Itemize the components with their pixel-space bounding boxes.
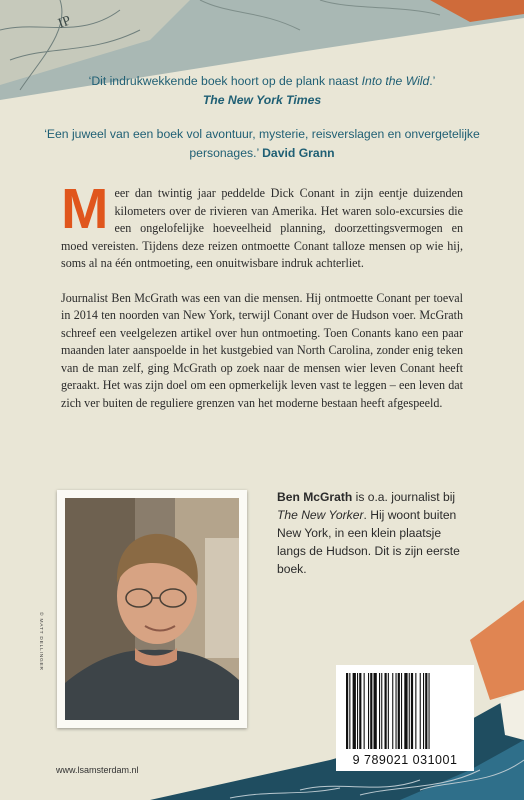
svg-text:IP: IP: [56, 13, 74, 32]
quote-text: ‘Dit indrukwekkende boek hoort op de plank naast: [88, 74, 362, 88]
barcode-bar: [370, 673, 372, 749]
barcode-bar: [374, 673, 377, 749]
blurb-paragraph-2: Journalist Ben McGrath was een van die mensen. Hij ontmoette Conant per toeval in 2014 ten noorden van New York, terwijl Conant over de Hudson voer. McGrath schreef een veelgelezen artikel over hun ontmoeting. Toen Conants kano een paar maanden later aanspoelde in het kustgebied van North Carolina, zonder enig teken van de man zelf, ging McGrath op zoek naar de mensen wier leven Conant heeft geraakt. Het was zijn doel om een opmerkelijk leven vast te leggen – een leven dat zich ver buiten de reguliere grenzen van het moderne bestaan heeft afgespeeld.: [61, 290, 463, 410]
barcode-bar: [357, 673, 358, 749]
drop-cap: M: [61, 177, 109, 241]
publisher-website: www.lsamsterdam.nl: [56, 765, 139, 775]
photo-credit: © MATT DELLINGER: [38, 612, 43, 671]
barcode-bar: [392, 673, 393, 749]
review-quote-grann: [40, 125, 484, 163]
barcode-bar: [415, 673, 416, 749]
review-quotes: [40, 72, 484, 178]
barcode-bar: [349, 673, 350, 749]
quote-source: David Grann: [262, 146, 335, 160]
bio-text-end: . Hij woont buiten New York, in een klein plaatsje langs de Hudson. Dit is zijn eerste boek.: [277, 508, 460, 576]
barcode-bar: [401, 673, 402, 749]
isbn-barcode: [336, 665, 474, 771]
barcode-bar: [398, 673, 400, 749]
paragraph-text: eer dan twintig jaar peddelde Dick Conant in zijn eentje duizenden kilometers over de rivieren van Amerika. Het waren solo-excursies die een ongelofelijke hoeveelheid planning, doorzettingsvermogen en moed vereisten. Tijdens deze reizen ontmoette Conant talloze mensen op wie hij, soms al na één ontmoeting, een onuitwisbare indruk achterliet.: [61, 186, 463, 270]
barcode-bar: [429, 673, 430, 749]
barcode-bar: [396, 673, 397, 749]
quote-book-title: Into the Wild: [361, 74, 430, 88]
barcode-bar: [409, 673, 410, 749]
barcode-bar: [364, 673, 365, 749]
review-quote-nyt: [40, 72, 484, 110]
barcode-bar: [368, 673, 369, 749]
barcode-bars: [344, 673, 466, 749]
author-portrait-image: [65, 498, 239, 720]
author-bio: [277, 488, 467, 578]
blurb-paragraph-1: [61, 177, 463, 273]
barcode-bar: [385, 673, 387, 749]
barcode-bar: [411, 673, 413, 749]
barcode-bar: [420, 673, 421, 749]
barcode-bar: [381, 673, 382, 749]
barcode-bar: [423, 673, 424, 749]
author-name: Ben McGrath: [277, 490, 353, 504]
barcode-bar: [359, 673, 361, 749]
barcode-bar: [388, 673, 389, 749]
isbn-number: 9 789021 031001: [352, 753, 458, 767]
barcode-bar: [379, 673, 380, 749]
barcode-bar: [404, 673, 407, 749]
barcode-bar: [353, 673, 356, 749]
barcode-bar: [425, 673, 427, 749]
bio-text: is o.a. journalist bij: [352, 490, 456, 504]
quote-text-end: .’: [429, 74, 436, 88]
quote-text: ‘Een juweel van een boek vol avontuur, mysterie, reisverslagen en onvergetelijke personages.’: [44, 127, 480, 160]
quote-source: The New York Times: [202, 93, 322, 107]
bio-publication: The New Yorker: [277, 508, 364, 522]
barcode-bar: [346, 673, 348, 749]
blurb-text: [61, 177, 463, 429]
author-photo: [57, 490, 247, 728]
